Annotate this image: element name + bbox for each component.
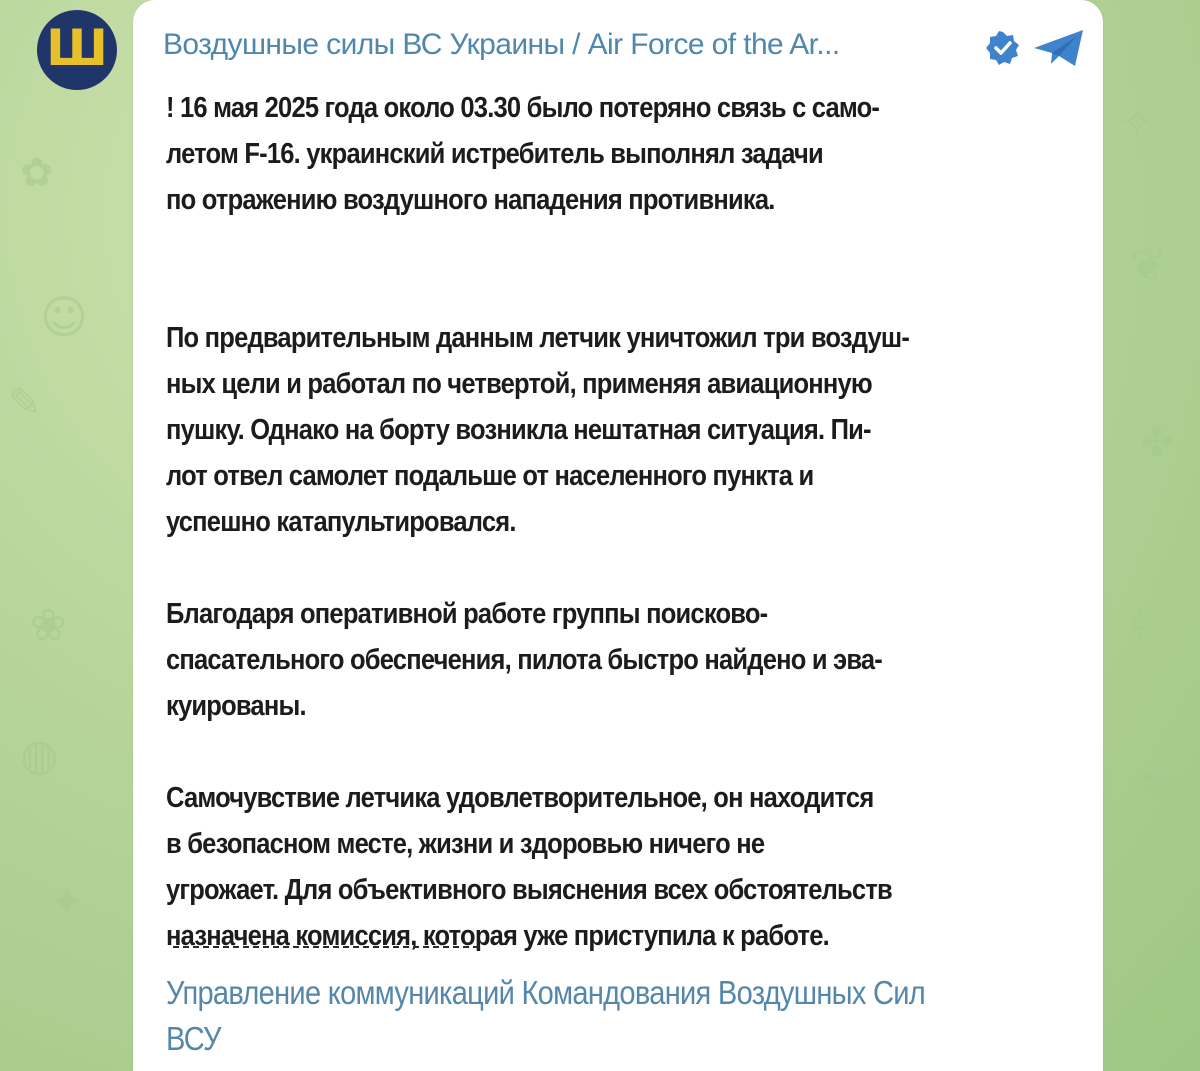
message-line: ных цели и работал по четвертой, применяя авиационную [166,368,872,400]
verified-badge-icon [985,30,1021,66]
message-line: По предварительным данным летчик уничтожил три воздуш- [166,322,910,354]
wallpaper-doodle-icon: ✎ [8,380,42,426]
trident-emblem-icon: Ш [46,19,108,77]
paragraph-gap [166,545,954,591]
message-line: Благодаря оперативной работе группы поисково- [166,598,768,630]
signature-line: ВСУ [166,1020,221,1057]
message-header [163,28,1073,68]
wallpaper-doodle-icon: ✿ [20,150,54,196]
message-paragraph [166,591,954,729]
wallpaper-doodle-icon: ☼ [1120,600,1160,651]
message-paragraph [166,775,954,959]
message-line: Самочувствие летчика удовлетворительное, он находится [166,782,874,814]
wallpaper-doodle-icon: ◍ [20,730,59,781]
message-line: назначена комиссия, которая уже приступила к работе. [166,920,829,952]
message-line: лот отвел самолет подальше от населенного пункта и [166,460,814,492]
message-line: куированы. [166,690,306,722]
wallpaper-doodle-icon: ✦ [50,880,84,926]
message-line: летом F-16. украинский истребитель выполнял задачи [166,138,823,170]
paragraph-gap [166,223,954,269]
telegram-plane-icon [1031,28,1087,70]
wallpaper-doodle-icon: ⌂ [1120,930,1148,981]
wallpaper-doodle-icon: ☺ [40,290,88,344]
paragraph-gap [166,729,954,775]
wallpaper-doodle-icon: ❀ [30,600,67,651]
signature-line: Управление коммуникаций Командования Воздушных Сил [166,974,926,1011]
message-line: успешно катапультировался. [166,506,516,538]
message-paragraph [166,315,954,545]
message-paragraph [166,85,954,223]
wallpaper-doodle-icon: ❦ [1130,240,1167,291]
message-signature [166,970,1046,1062]
message-line: по отражению воздушного нападения противника. [166,184,775,216]
message-line: угрожает. Для объективного выяснения всех обстоятельств [166,874,892,906]
message-text [166,85,954,959]
paragraph-gap [166,269,954,315]
channel-name[interactable]: Воздушные силы ВС Украины / Air Force of the Ar... [163,28,840,61]
dashed-divider [173,946,479,948]
wallpaper-doodle-icon: ✾ [1140,760,1176,809]
wallpaper-doodle-icon: ✧ [1120,100,1154,146]
message-bubble [133,0,1103,1071]
wallpaper-doodle-icon: ✤ [1140,420,1174,466]
message-line: ! 16 мая 2025 года около 03.30 было потеряно связь с само- [166,92,880,124]
message-line: в безопасном месте, жизни и здоровью ничего не [166,828,765,860]
channel-avatar[interactable] [37,10,117,90]
message-line: спасательного обеспечения, пилота быстро найдено и эва- [166,644,882,676]
message-line: пушку. Однако на борту возникла нештатная ситуация. Пи- [166,414,871,446]
